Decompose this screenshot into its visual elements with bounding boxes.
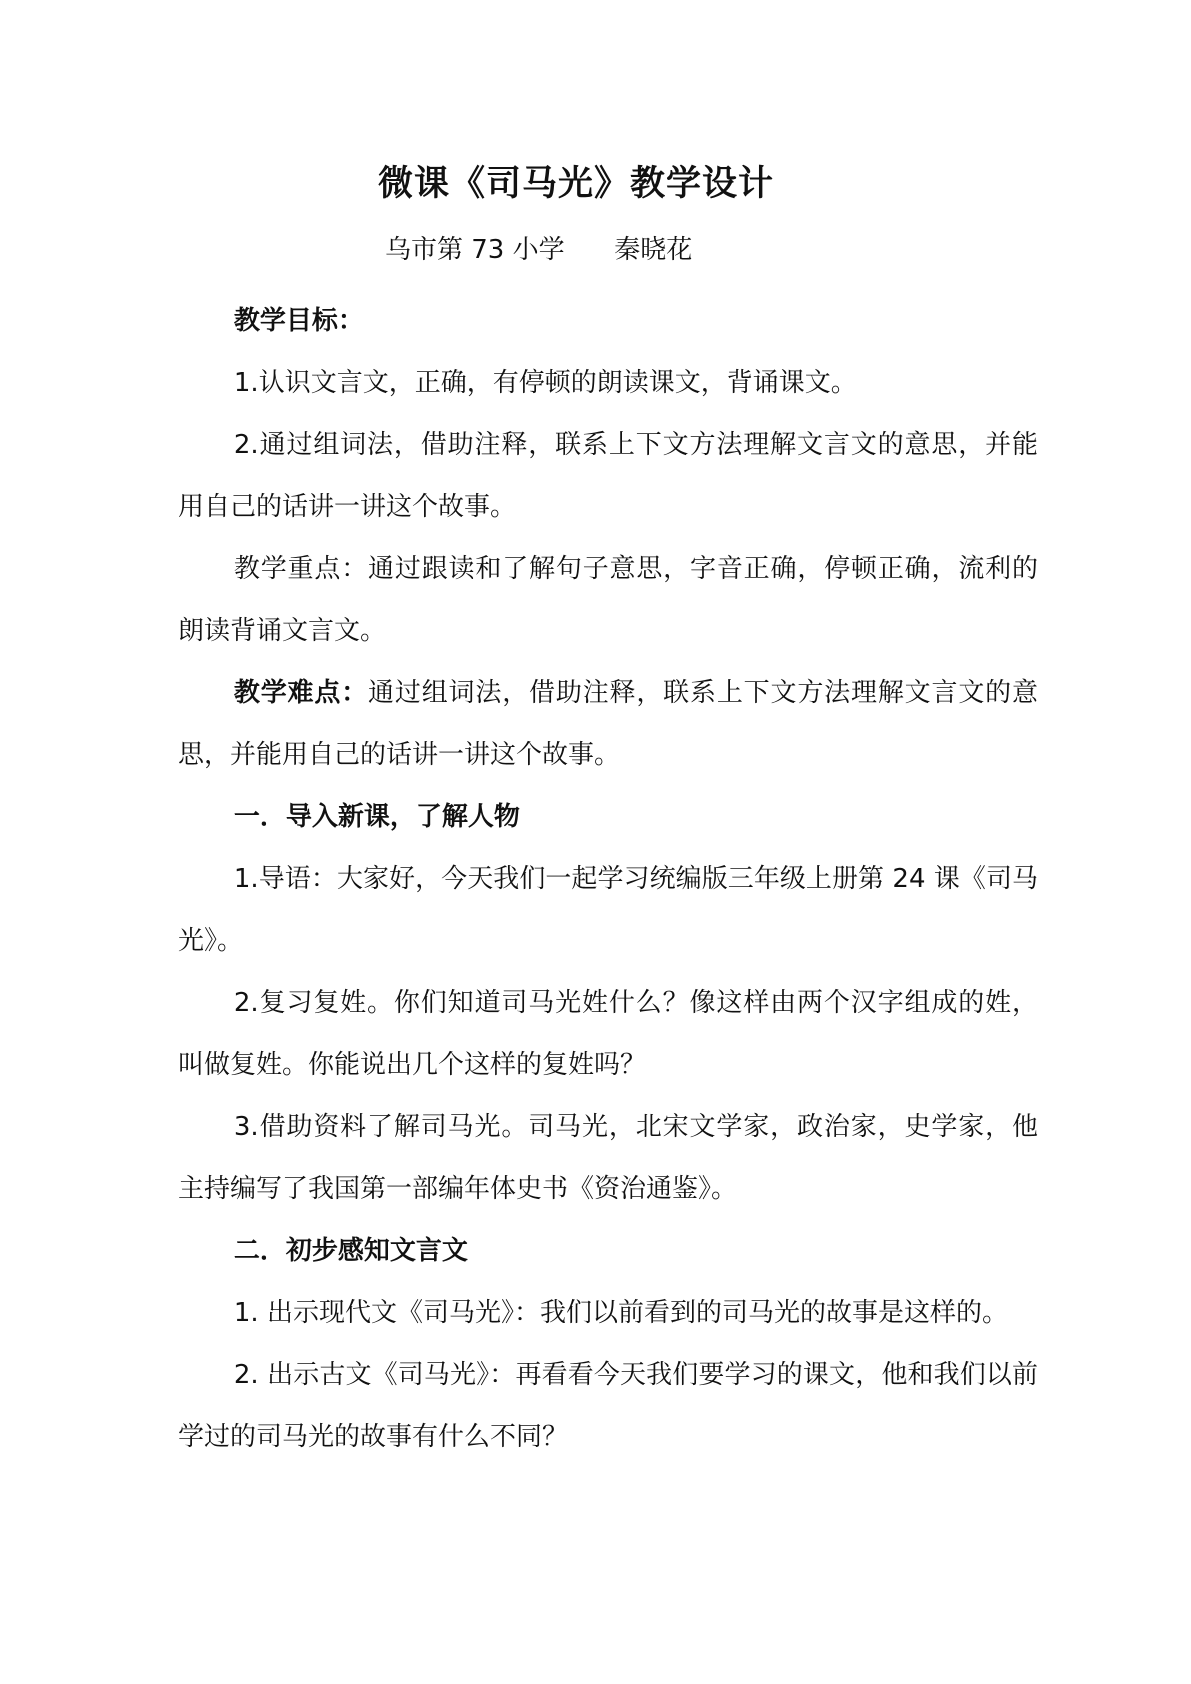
part1-item-1: 1.导语：大家好，今天我们一起学习统编版三年级上册第 24 课《司马光》。 <box>178 864 1038 956</box>
objective-item-2: 2.通过组词法，借助注释，联系上下文方法理解文言文的意思，并能用自己的话讲一讲这个故事。 <box>178 430 1038 522</box>
part1-heading: 一．导入新课，了解人物 <box>233 802 520 832</box>
difficulty-label: 教学难点： <box>233 678 369 708</box>
difficulty-paragraph <box>178 662 1038 786</box>
author-line: 乌市第 73 小学 秦晓花 <box>385 235 693 265</box>
part2-item-1: 1. 出示现代文《司马光》：我们以前看到的司马光的故事是这样的。 <box>233 1298 1008 1328</box>
part1-item-3: 3.借助资料了解司马光。司马光，北宋文学家，政治家，史学家，他主持编写了我国第一部编年体史书《资治通鉴》。 <box>178 1112 1038 1204</box>
document-title: 微课《司马光》教学设计 <box>377 164 774 204</box>
part1-item-2: 2.复习复姓。你们知道司马光姓什么？像这样由两个汉字组成的姓，叫做复姓。你能说出几个这样的复姓吗？ <box>178 988 1038 1080</box>
objectives-heading: 教学目标： <box>233 306 364 336</box>
difficulty-text: 通过组词法，借助注释，联系上下文方法理解文言文的意思，并能用自己的话讲一讲这个故事。 <box>178 678 1038 770</box>
part2-heading: 二．初步感知文言文 <box>233 1236 468 1266</box>
document-body <box>178 290 1038 1468</box>
part2-item-2: 2. 出示古文《司马光》：再看看今天我们要学习的课文，他和我们以前学过的司马光的故事有什么不同？ <box>178 1360 1038 1452</box>
key-point-paragraph: 教学重点：通过跟读和了解句子意思，字音正确，停顿正确，流利的朗读背诵文言文。 <box>178 554 1038 646</box>
objective-item-1: 1.认识文言文，正确，有停顿的朗读课文，背诵课文。 <box>233 368 857 398</box>
